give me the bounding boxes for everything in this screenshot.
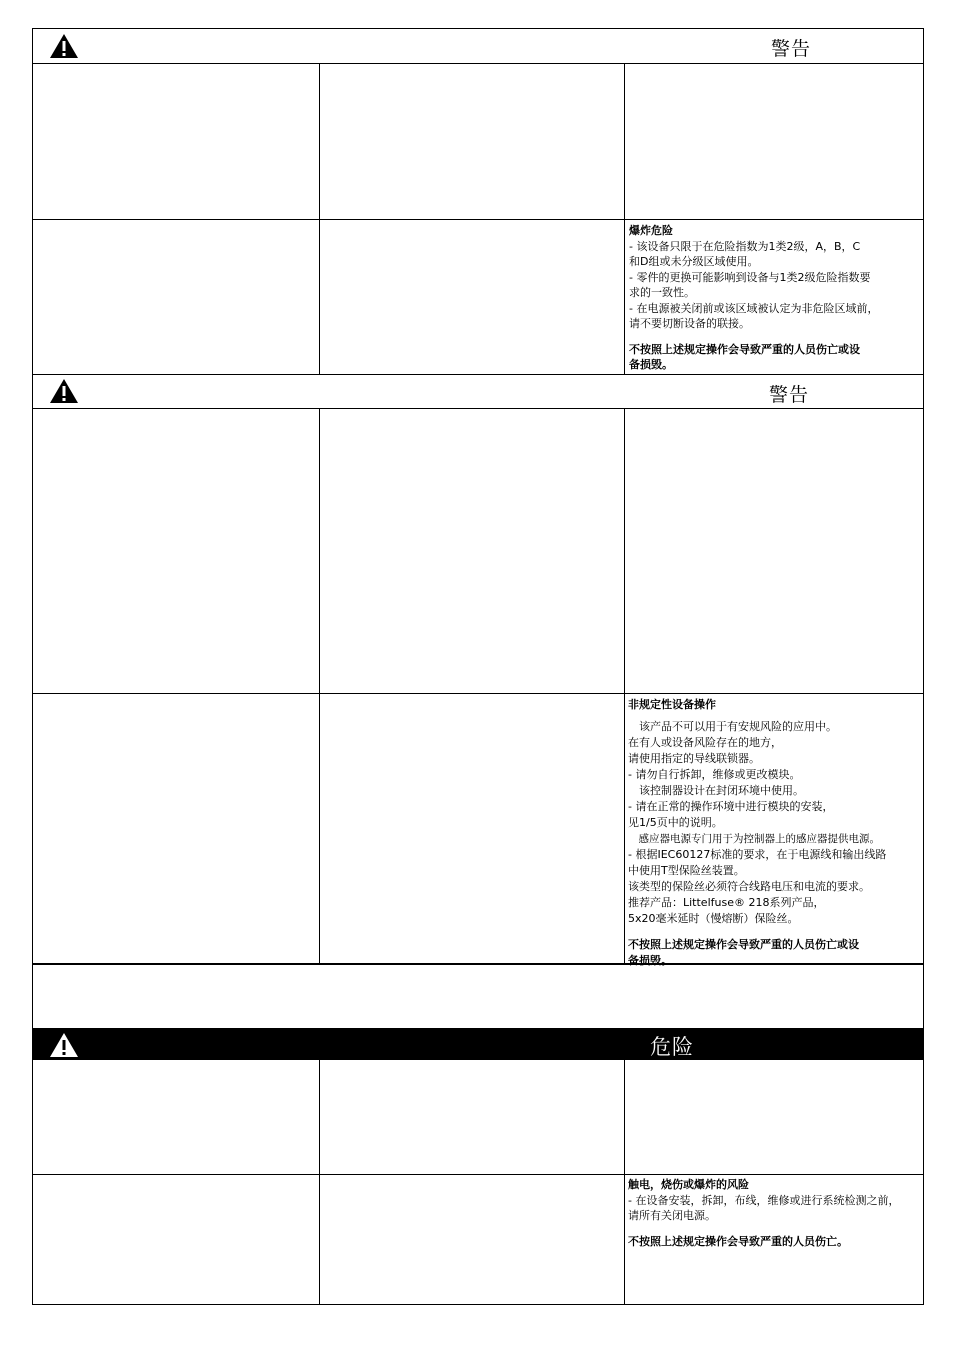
text-line: 和D组或未分级区域使用。 bbox=[629, 255, 759, 268]
text-line: 在有人或设备风险存在的地方， bbox=[628, 736, 782, 749]
consequence-text: 备损毁。 bbox=[629, 358, 673, 371]
text-line: 请所有关闭电源。 bbox=[628, 1209, 716, 1222]
text-line: 该控制器设计在封闭环境中使用。 bbox=[628, 784, 804, 797]
hazard-heading: 触电，烧伤或爆炸的风险 bbox=[628, 1178, 749, 1191]
row-divider bbox=[33, 693, 923, 694]
text-line: 推荐产品：Littelfuse® 218系列产品， bbox=[628, 896, 825, 909]
danger-header bbox=[33, 1029, 923, 1060]
warning-header-2 bbox=[33, 375, 923, 409]
danger-title: 危险 bbox=[650, 1035, 694, 1059]
text-line: 该产品不可以用于有安规风险的应用中。 bbox=[628, 720, 837, 733]
text-line: 中使用T型保险丝装置。 bbox=[628, 864, 745, 877]
row-divider bbox=[33, 1174, 923, 1175]
consequence-text: 备损毁。 bbox=[628, 954, 672, 967]
consequence-text: 不按照上述规定操作会导致严重的人员伤亡或设 bbox=[628, 938, 859, 951]
row-divider bbox=[33, 219, 923, 220]
text-line: - 根据IEC60127标准的要求，在于电源线和输出线路 bbox=[628, 848, 887, 861]
text-line: 求的一致性。 bbox=[629, 286, 695, 299]
text-line: - 该设备只限于在危险指数为1类2级，A，B，C bbox=[629, 239, 861, 253]
text-line: 感应器电源专门用于为控制器上的感应器提供电源。 bbox=[628, 833, 880, 845]
warning-text-1 bbox=[629, 223, 921, 373]
warning-triangle-icon bbox=[49, 378, 79, 404]
text-line: - 零件的更换可能影响到设备与1类2级危险指数要 bbox=[629, 270, 871, 284]
warning-block-1 bbox=[32, 28, 924, 375]
warning-title-2: 警告 bbox=[769, 384, 810, 406]
column-divider bbox=[624, 1060, 625, 1304]
text-line: 见1/5页中的说明。 bbox=[628, 816, 723, 829]
text-line: - 在电源被关闭前或该区域被认定为非危险区域前， bbox=[629, 301, 879, 315]
danger-block bbox=[32, 1028, 924, 1305]
warning-text-2 bbox=[628, 697, 923, 969]
warning-block-2 bbox=[32, 374, 924, 965]
text-line: - 请勿自行拆卸，维修或更改模块。 bbox=[628, 768, 801, 781]
danger-text bbox=[628, 1177, 923, 1249]
warning-triangle-icon bbox=[49, 33, 79, 59]
warning-header-1 bbox=[33, 29, 923, 64]
text-line: - 请在正常的操作环境中进行模块的安装， bbox=[628, 800, 834, 813]
text-line: - 在设备安装，拆卸，布线，维修或进行系统检测之前， bbox=[628, 1193, 900, 1207]
column-divider bbox=[319, 1060, 320, 1304]
text-line: 请使用指定的导线联锁器。 bbox=[628, 752, 760, 765]
consequence-text: 不按照上述规定操作会导致严重的人员伤亡或设 bbox=[629, 342, 860, 356]
text-line: 请不要切断设备的联接。 bbox=[629, 317, 750, 330]
warning-triangle-icon bbox=[49, 1032, 79, 1058]
hazard-heading: 非规定性设备操作 bbox=[628, 698, 716, 711]
column-divider bbox=[624, 408, 625, 964]
consequence-text: 不按照上述规定操作会导致严重的人员伤亡。 bbox=[628, 1234, 848, 1248]
text-line: 该类型的保险丝必须符合线路电压和电流的要求。 bbox=[628, 880, 870, 893]
spacer-box bbox=[32, 963, 924, 1029]
warning-title-1: 警告 bbox=[771, 38, 812, 60]
hazard-heading: 爆炸危险 bbox=[629, 224, 673, 237]
column-divider bbox=[319, 408, 320, 964]
text-line: 5x20毫米延时（慢熔断）保险丝。 bbox=[628, 912, 799, 925]
